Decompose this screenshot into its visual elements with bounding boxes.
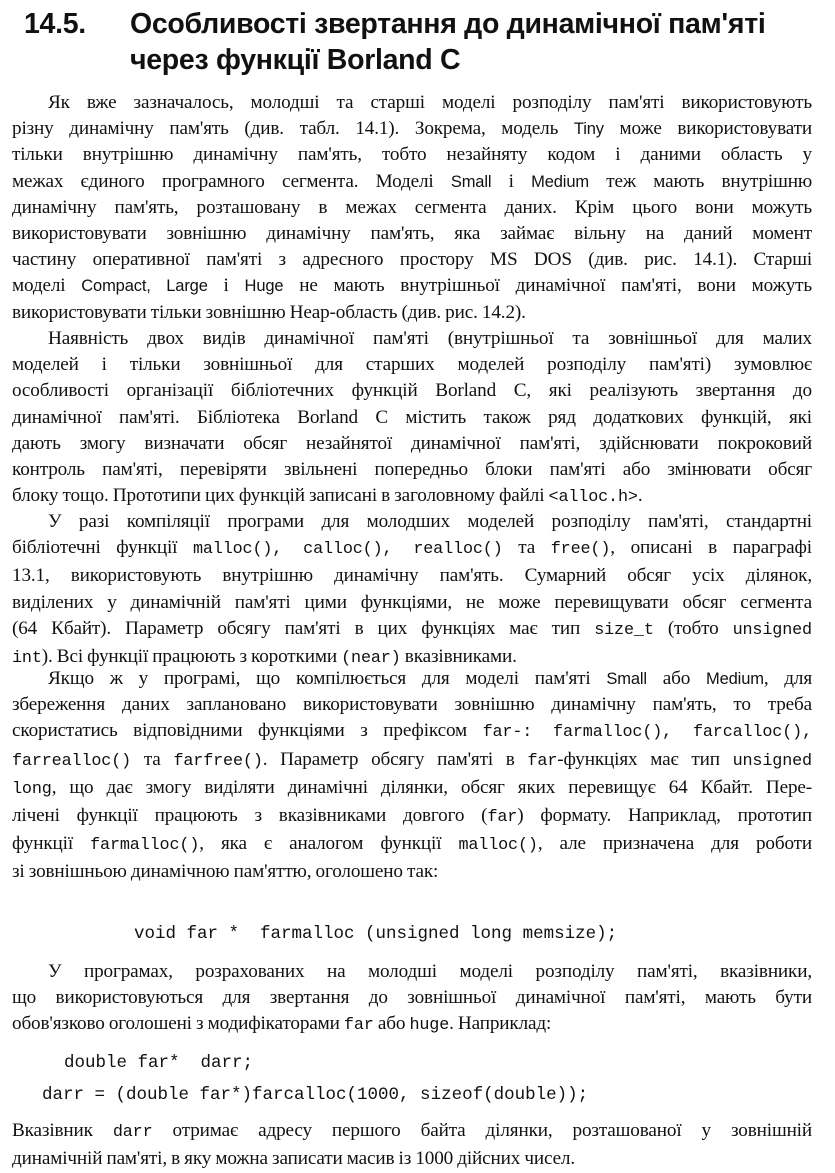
text-line: 13.1, використовують внутрішню динамічну пам'ять. Сумарний обсяг усіх ділянок, (12, 565, 812, 587)
text-line: farrealloc() та farfree(). Параметр обсягу пам'яті в far-функціях має тип unsigned (12, 748, 812, 771)
text-line: функції farmalloc(), яка є аналогом функції malloc(), але призначена для роботи (12, 833, 812, 856)
text-line: динамічної пам'яті. Бібліотека Borland C містить також ряд додаткових функцій, які (12, 406, 812, 428)
text-line: Якщо ж у програмі, що компілюється для моделі пам'яті Small або Medium, для (48, 668, 813, 689)
code-inline: farfree() (173, 751, 263, 771)
model-name: Tiny (573, 120, 604, 139)
text-line: бібліотечні функції malloc(), calloc(), realloc() та free(), описані в параграфі (12, 537, 812, 560)
text-line: динамічній пам'яті, в яку можна записати масив із 1000 дійсних чисел. (12, 1148, 576, 1170)
text-line: використовувати зовнішню динамічну пам'ять, яка займає вільну на даний момент (12, 223, 812, 245)
code-inline: far (487, 808, 518, 828)
code-assignment: darr = (double far*)farcalloc(1000, sizeof(double)); (42, 1085, 589, 1105)
code-inline: darr (112, 1123, 153, 1142)
code-inline: far (343, 1016, 374, 1036)
code-declaration: double far* darr; (64, 1053, 254, 1073)
text-line: У програмах, розрахованих на молодші моделі розподілу пам'яті, вказівники, (48, 961, 812, 982)
text-line: Як вже зазначалось, молодші та старші моделі розподілу пам'яті використовують (48, 92, 812, 113)
model-name: Small (606, 670, 647, 688)
code-inline: unsigned (732, 620, 812, 640)
code-inline: int (12, 649, 42, 669)
code-inline: malloc() (458, 836, 538, 856)
text-line: (64 Кбайт). Параметр обсягу пам'яті в цих функціях має тип size_t (тобто unsigned (12, 617, 812, 640)
text-line: моделей і тільки зовнішньої для старших моделей розподілу пам'яті) зумовлює (12, 354, 812, 376)
text-line: дають змогу визначати обсяг незайнятої динамічної пам'яті, здійснювати покроковий (12, 432, 812, 454)
text-line: особливості організації бібліотечних функцій Borland C, які реалізують звертання до (12, 380, 812, 402)
text-line: Вказівник darr отримає адресу першого байта ділянки, розташованої у зовнішній (12, 1120, 812, 1142)
text-line: зі зовнішньою динамічною пам'яттю, оголошено так: (12, 861, 439, 883)
text-line: long, що дає змогу виділяти динамічні ділянки, обсяг яких перевищує 64 Кбайт. Пере- (12, 776, 812, 799)
text-line: динамічну пам'ять, розташовану в межах сегмента даних. Крім цього вони можуть (12, 196, 812, 218)
text-line: int). Всі функції працюють з короткими (near) вказівниками. (12, 646, 517, 669)
paragraph-1 (12, 90, 812, 326)
code-inline: far- (482, 723, 523, 743)
text-line: тільки внутрішню динамічну пам'ять, тобто незайняту кодом і даними область у (12, 144, 812, 166)
paragraph-6 (12, 1118, 812, 1172)
paragraph-2 (12, 326, 812, 511)
text-line: що використовуються для звертання до зовнішньої динамічної пам'яті, мають бути (12, 987, 812, 1009)
model-name: Compact, Large (81, 277, 208, 296)
text-line: лічені функції працюють з вказівниками довгого (far) формату. Наприклад, прототип (12, 805, 813, 828)
text-line: обов'язково оголошені з модифікаторами far або huge. Наприклад: (12, 1013, 552, 1036)
code-inline: free() (550, 540, 611, 560)
text-line: У разі компіляції програми для молодших моделей розподілу пам'яті, стандартні (48, 511, 812, 532)
text-line: використовувати тільки зовнішню Heap-область (див. рис. 14.2). (12, 301, 526, 323)
model-name: Huge (244, 277, 284, 296)
section-title-line-2: через функції Borland C (130, 44, 461, 76)
section-number: 14.5. (24, 8, 86, 40)
paragraph-3 (12, 509, 812, 672)
code-inline: long (12, 779, 52, 799)
code-inline: : farmalloc(), farcalloc(), (522, 723, 812, 743)
model-name: Medium (531, 172, 589, 191)
text-line: частину оперативної пам'яті з адресного простору MS DOS (див. рис. 14.1). Старші (12, 249, 812, 271)
text-line: межах єдиного програмного сегмента. Моделі Small і Medium теж мають внутрішню (12, 170, 813, 192)
model-name: Medium (706, 670, 764, 688)
text-line: виділених у динамічній пам'яті цими функціями, не може перевищувати обсяг сегмента (12, 591, 812, 613)
text-line: збереження даних заплановано використовувати зовнішню динамічну пам'ять, то треба (12, 694, 812, 716)
code-inline: size_t (594, 620, 654, 640)
code-inline: unsigned (732, 751, 812, 771)
text-line: скористатись відповідними функціями з префіксом far-: farmalloc(), farcalloc(), (12, 720, 812, 743)
paragraph-5 (12, 959, 812, 1040)
code-inline: far (527, 751, 558, 771)
text-line: контроль пам'яті, перевіряти звільнені попередньо блоки пам'яті або змінювати обсяг (12, 459, 812, 481)
text-line: блоку тощо. Прототипи цих функцій записані в заголовному файлі <alloc.h>. (12, 485, 643, 508)
text-line: різну динамічну пам'ять (див. табл. 14.1). Зокрема, модель Tiny може використовувати (12, 118, 812, 140)
section-heading (24, 6, 824, 78)
code-inline: huge (409, 1016, 450, 1036)
code-inline: malloc(), calloc(), realloc() (192, 540, 503, 560)
code-inline: farrealloc() (12, 751, 132, 771)
code-inline: farmalloc() (90, 836, 200, 856)
code-prototype: void far * farmalloc (unsigned long memsize); (134, 924, 618, 944)
section-title-line-1: Особливості звертання до динамічної пам'яті (130, 8, 766, 40)
text-line: моделі Compact, Large і Huge не мають внутрішньої динамічної пам'яті, вони можуть (12, 275, 812, 297)
model-name: Small (450, 172, 492, 191)
text-line: Наявність двох видів динамічної пам'яті (внутрішньої та зовнішньої для малих (48, 328, 812, 349)
header-file-name: <alloc.h> (548, 488, 638, 508)
paragraph-4 (12, 666, 812, 886)
code-inline: (near) (341, 649, 401, 669)
